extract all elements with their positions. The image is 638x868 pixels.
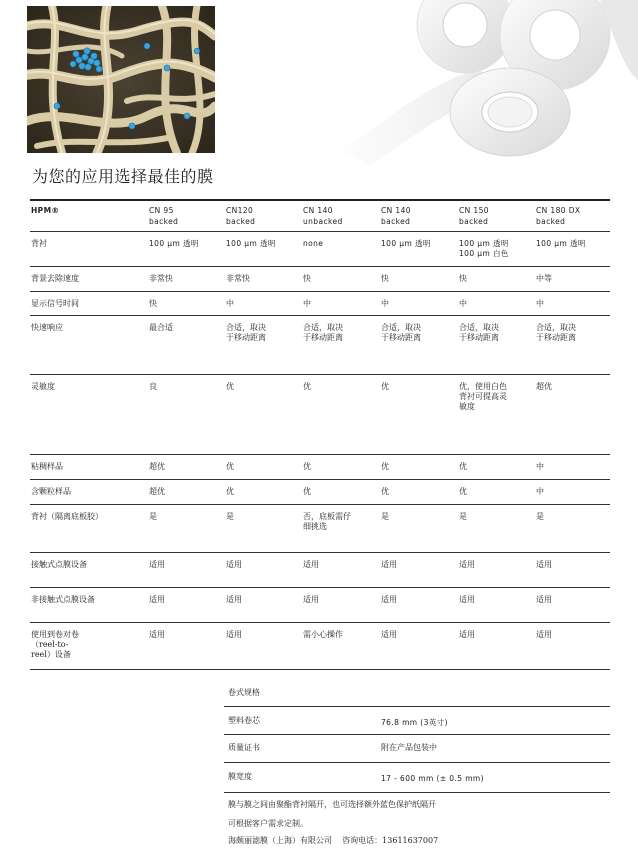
table-cell: 非常快 bbox=[149, 274, 173, 283]
product-type: backed bbox=[226, 217, 256, 226]
table-cell: 超优 bbox=[149, 462, 165, 471]
table-cell: 适用 bbox=[303, 560, 319, 569]
row-label: 非接触式点膜设备 bbox=[31, 595, 95, 604]
table-cell: 优 bbox=[303, 382, 311, 391]
table-cell: 适用 bbox=[226, 595, 242, 604]
note-separator: 膜与膜之间由聚酯背衬隔开，也可选择额外蓝色保护纸隔开 bbox=[228, 800, 436, 809]
table-cell: 是 bbox=[536, 512, 544, 521]
table-cell: 中 bbox=[536, 462, 544, 471]
spec-rule bbox=[224, 734, 610, 735]
table-cell: 适用 bbox=[381, 560, 397, 569]
row-rule bbox=[30, 374, 610, 375]
table-cell: 适用 bbox=[536, 595, 552, 604]
table-cell: 中等 bbox=[536, 274, 552, 283]
table-cell: 优 bbox=[226, 487, 234, 496]
product-type: unbacked bbox=[303, 217, 343, 226]
row-label: 背衬 bbox=[31, 239, 47, 248]
row-rule bbox=[30, 231, 610, 232]
table-cell: 是 bbox=[226, 512, 234, 521]
table-cell: 最合适 bbox=[149, 323, 173, 332]
table-cell: 100 µm 透明 100 µm 白色 bbox=[459, 239, 509, 258]
table-cell: 超优 bbox=[149, 487, 165, 496]
table-cell: 适用 bbox=[149, 595, 165, 604]
table-cell: 是 bbox=[149, 512, 157, 521]
table-cell: 优，使用白色 背衬可提高灵 敏度 bbox=[459, 382, 507, 411]
table-cell: 中 bbox=[226, 299, 234, 308]
row-label: 粘稠样品 bbox=[31, 462, 63, 471]
contact-info: 海颇丽滤膜（上海）有限公司 咨询电话：13611637007 bbox=[228, 836, 439, 845]
table-cell: 优 bbox=[226, 462, 234, 471]
row-label: 使用到卷对卷 （reel-to- reel）设备 bbox=[31, 630, 79, 659]
table-cell: 优 bbox=[226, 382, 234, 391]
table-cell: 优 bbox=[303, 487, 311, 496]
table-cell: 中 bbox=[536, 487, 544, 496]
table-cell: 适用 bbox=[459, 560, 475, 569]
table-cell: 合适，取决 于移动距离 bbox=[303, 323, 343, 342]
table-cell: 合适，取决 于移动距离 bbox=[536, 323, 576, 342]
table-cell: 良 bbox=[149, 382, 157, 391]
table-cell: 适用 bbox=[149, 560, 165, 569]
row-label: 接触式点膜设备 bbox=[31, 560, 87, 569]
row-rule bbox=[30, 454, 610, 455]
table-cell: 适用 bbox=[303, 595, 319, 604]
spec-rule bbox=[224, 792, 610, 793]
table-cell: 优 bbox=[381, 382, 389, 391]
table-cell: 是 bbox=[459, 512, 467, 521]
note-custom: 可根据客户需求定制。 bbox=[228, 819, 308, 828]
row-rule bbox=[30, 552, 610, 553]
product-type: backed bbox=[459, 217, 489, 226]
product-name: CN 95 bbox=[149, 206, 174, 215]
table-cell: 适用 bbox=[226, 630, 242, 639]
table-cell: 适用 bbox=[459, 595, 475, 604]
table-cell: 适用 bbox=[149, 630, 165, 639]
row-rule bbox=[30, 622, 610, 623]
table-cell: 适用 bbox=[536, 560, 552, 569]
spec-value: 17 - 600 mm (± 0.5 mm) bbox=[381, 774, 484, 783]
tape-rolls-image bbox=[330, 0, 638, 170]
product-type: backed bbox=[381, 217, 411, 226]
table-cell: none bbox=[303, 239, 324, 248]
table-cell: 非常快 bbox=[226, 274, 250, 283]
table-cell: 适用 bbox=[536, 630, 552, 639]
product-name: CN 140 bbox=[381, 206, 411, 215]
table-cell: 优 bbox=[381, 487, 389, 496]
table-cell: 适用 bbox=[226, 560, 242, 569]
table-cell: 快 bbox=[149, 299, 157, 308]
table-cell: 是 bbox=[381, 512, 389, 521]
table-cell: 快 bbox=[459, 274, 467, 283]
table-cell: 中 bbox=[459, 299, 467, 308]
row-label: 显示信号时间 bbox=[31, 299, 79, 308]
product-name: CN 180 DX bbox=[536, 206, 581, 215]
row-rule bbox=[30, 587, 610, 588]
table-header-label: HPM® bbox=[31, 206, 60, 215]
spec-label: 塑料卷芯 bbox=[228, 716, 260, 725]
table-cell: 适用 bbox=[459, 630, 475, 639]
row-label: 含颗粒样品 bbox=[31, 487, 71, 496]
table-cell: 快 bbox=[381, 274, 389, 283]
table-cell: 中 bbox=[381, 299, 389, 308]
row-rule bbox=[30, 479, 610, 480]
row-label: 背衬（隔离底板胶） bbox=[31, 512, 103, 521]
table-top-rule bbox=[30, 199, 610, 201]
table-cell: 优 bbox=[459, 462, 467, 471]
table-cell: 需小心操作 bbox=[303, 630, 343, 639]
table-cell: 合适，取决 于移动距离 bbox=[459, 323, 499, 342]
roll-specs-heading: 卷式规格 bbox=[228, 688, 260, 697]
row-label: 灵敏度 bbox=[31, 382, 55, 391]
spec-rule bbox=[224, 762, 610, 763]
tape-rolls-illustration bbox=[330, 0, 638, 170]
product-type: backed bbox=[536, 217, 566, 226]
table-cell: 否，底板需仔 细挑选 bbox=[303, 512, 351, 531]
table-cell: 中 bbox=[536, 299, 544, 308]
membrane-fiber-illustration bbox=[27, 6, 215, 153]
table-cell: 中 bbox=[303, 299, 311, 308]
membrane-microscopy-photo bbox=[27, 6, 215, 153]
table-cell: 适用 bbox=[381, 630, 397, 639]
row-rule bbox=[30, 315, 610, 316]
table-cell: 快 bbox=[303, 274, 311, 283]
table-cell: 优 bbox=[459, 487, 467, 496]
spec-label: 质量证书 bbox=[228, 743, 260, 752]
table-cell: 合适，取决 于移动距离 bbox=[381, 323, 421, 342]
product-type: backed bbox=[149, 217, 179, 226]
spec-value: 76.8 mm (3英寸) bbox=[381, 718, 448, 727]
row-rule bbox=[30, 504, 610, 505]
row-label: 背景去除速度 bbox=[31, 274, 79, 283]
table-cell: 合适，取决 于移动距离 bbox=[226, 323, 266, 342]
row-rule bbox=[30, 669, 610, 670]
table-cell: 100 µm 透明 bbox=[149, 239, 199, 248]
row-rule bbox=[30, 291, 610, 292]
spec-value: 附在产品包装中 bbox=[381, 743, 437, 752]
product-name: CN 140 bbox=[303, 206, 333, 215]
table-cell: 优 bbox=[303, 462, 311, 471]
spec-rule bbox=[224, 706, 610, 707]
page-title: 为您的应用选择最佳的膜 bbox=[32, 167, 214, 186]
row-rule bbox=[30, 266, 610, 267]
row-label: 快速响应 bbox=[31, 323, 63, 332]
table-cell: 超优 bbox=[536, 382, 552, 391]
table-cell: 100 µm 透明 bbox=[536, 239, 586, 248]
table-cell: 100 µm 透明 bbox=[381, 239, 431, 248]
table-cell: 100 µm 透明 bbox=[226, 239, 276, 248]
table-cell: 优 bbox=[381, 462, 389, 471]
product-name: CN120 bbox=[226, 206, 254, 215]
spec-label: 膜宽度 bbox=[228, 772, 252, 781]
product-name: CN 150 bbox=[459, 206, 489, 215]
table-cell: 适用 bbox=[381, 595, 397, 604]
